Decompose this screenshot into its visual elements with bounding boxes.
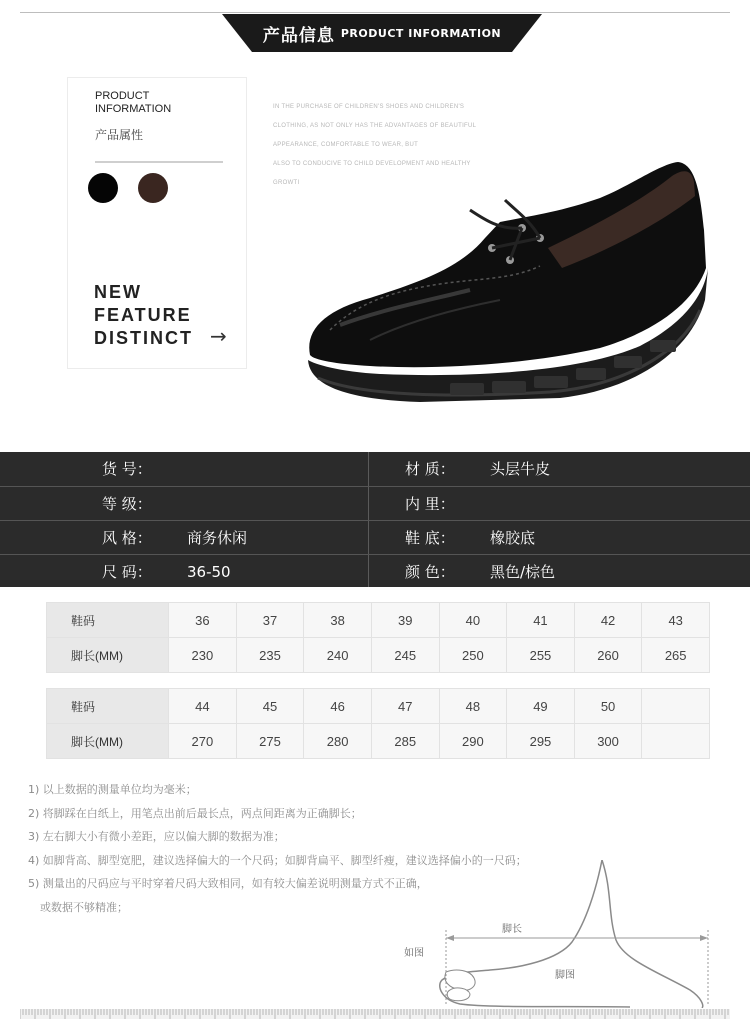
attribute-value: 头层牛皮	[490, 460, 551, 478]
length-cell: 270	[169, 724, 237, 759]
header-rule	[20, 12, 730, 13]
attribute-row	[0, 520, 750, 553]
table-row	[47, 638, 710, 673]
length-cell: 265	[642, 638, 710, 673]
length-cell: 260	[574, 638, 642, 673]
card-divider	[95, 161, 223, 163]
size-cell: 38	[304, 603, 372, 638]
attribute-value: 黑色/棕色	[490, 563, 556, 581]
note-line: 1) 以上数据的测量单位均为毫米；	[28, 783, 197, 796]
note-line: 2) 将脚踩在白纸上，用笔点出前后最长点，两点间距离为正确脚长；	[28, 806, 362, 820]
attribute-label: 颜 色：	[405, 563, 455, 581]
size-cell: 40	[439, 603, 507, 638]
size-cell: 47	[371, 689, 439, 724]
attribute-row	[0, 554, 750, 587]
length-cell: 285	[371, 724, 439, 759]
product-attributes-table	[0, 452, 750, 587]
size-cell	[642, 689, 710, 724]
attribute-label: 等 级：	[102, 495, 152, 513]
size-cell: 46	[304, 689, 372, 724]
attribute-value: 36-50	[187, 562, 231, 581]
size-cell: 50	[574, 689, 642, 724]
attribute-label: 材 质：	[405, 460, 455, 478]
length-cell: 295	[507, 724, 575, 759]
attribute-value: 橡胶底	[490, 529, 536, 547]
feature-line2: FEATURE	[94, 305, 192, 325]
size-chart-table	[46, 688, 710, 759]
foot-image-label: 脚图	[555, 970, 575, 981]
banner-title-en: PRODUCT INFORMATION	[340, 26, 502, 40]
description-line: APPEARANCE, COMFORTABLE TO WEAR, BUT	[273, 142, 419, 148]
foot-length-label: 脚长	[502, 924, 522, 935]
attribute-label: 鞋 底：	[405, 529, 455, 547]
length-cell: 290	[439, 724, 507, 759]
arrow-right-icon[interactable]: →	[210, 324, 227, 348]
attribute-label: 货 号：	[102, 460, 152, 478]
color-swatch-black[interactable]	[88, 173, 118, 203]
size-cell: 41	[507, 603, 575, 638]
card-subtitle: 产品属性	[95, 128, 144, 142]
card-title-line1: PRODUCT	[95, 90, 150, 102]
length-cell	[642, 724, 710, 759]
ruler-strip	[20, 1009, 730, 1019]
row-header: 脚长(MM)	[47, 638, 169, 673]
attribute-value: 商务休闲	[187, 529, 248, 547]
shoe-image	[300, 150, 720, 420]
table-row	[47, 603, 710, 638]
size-cell: 48	[439, 689, 507, 724]
card-title	[95, 90, 171, 116]
length-cell: 275	[236, 724, 304, 759]
note-line: 或数据不够精准；	[40, 900, 128, 914]
color-swatch-brown[interactable]	[138, 173, 168, 203]
table-row	[47, 689, 710, 724]
length-cell: 235	[236, 638, 304, 673]
example-label: 如图	[404, 948, 424, 959]
row-header: 脚长(MM)	[47, 724, 169, 759]
description-line: CLOTHING, AS NOT ONLY HAS THE ADVANTAGES OF BEAUTIFUL	[273, 123, 477, 129]
note-line: 4) 如脚背高、脚型宽肥，建议选择偏大的一个尺码；如脚背扁平、脚型纤瘦，建议选择偏小的一尺码；	[28, 853, 527, 867]
size-cell: 45	[236, 689, 304, 724]
length-cell: 230	[169, 638, 237, 673]
feature-heading	[94, 281, 193, 350]
section-banner	[222, 14, 542, 52]
length-cell: 240	[304, 638, 372, 673]
row-header: 鞋码	[47, 689, 169, 724]
size-cell: 37	[236, 603, 304, 638]
attribute-label: 尺 码：	[102, 563, 152, 581]
size-cell: 49	[507, 689, 575, 724]
size-chart-table	[46, 602, 710, 673]
foot-diagram	[390, 860, 730, 1008]
table-row	[47, 724, 710, 759]
size-cell: 42	[574, 603, 642, 638]
product-info-card	[67, 77, 247, 369]
row-header: 鞋码	[47, 603, 169, 638]
card-title-line2: INFORMATION	[95, 103, 172, 115]
banner-title-cn: 产品信息	[262, 25, 335, 46]
description-line: ALSO TO CONDUCIVE TO CHILD DEVELOPMENT AND HEALTHY	[273, 161, 471, 167]
feature-line1: NEW	[94, 282, 142, 302]
attribute-label: 风 格：	[102, 529, 152, 547]
feature-line3: DISTINCT	[94, 328, 193, 348]
length-cell: 280	[304, 724, 372, 759]
length-cell: 255	[507, 638, 575, 673]
length-cell: 300	[574, 724, 642, 759]
size-cell: 43	[642, 603, 710, 638]
description-line: GROWTI	[273, 180, 300, 186]
size-cell: 36	[169, 603, 237, 638]
description-line: IN THE PURCHASE OF CHILDREN'S SHOES AND CHILDREN'S	[273, 104, 465, 110]
attribute-row	[0, 486, 750, 519]
note-line: 5) 测量出的尺码应与平时穿着尺码大致相同，如有较大偏差说明测量方式不正确，	[28, 877, 428, 890]
attribute-row	[0, 452, 750, 485]
length-cell: 250	[439, 638, 507, 673]
size-cell: 39	[371, 603, 439, 638]
attribute-label: 内 里：	[405, 495, 455, 513]
size-cell: 44	[169, 689, 237, 724]
note-line: 3) 左右脚大小有微小差距，应以偏大脚的数据为准；	[28, 830, 285, 843]
length-cell: 245	[371, 638, 439, 673]
